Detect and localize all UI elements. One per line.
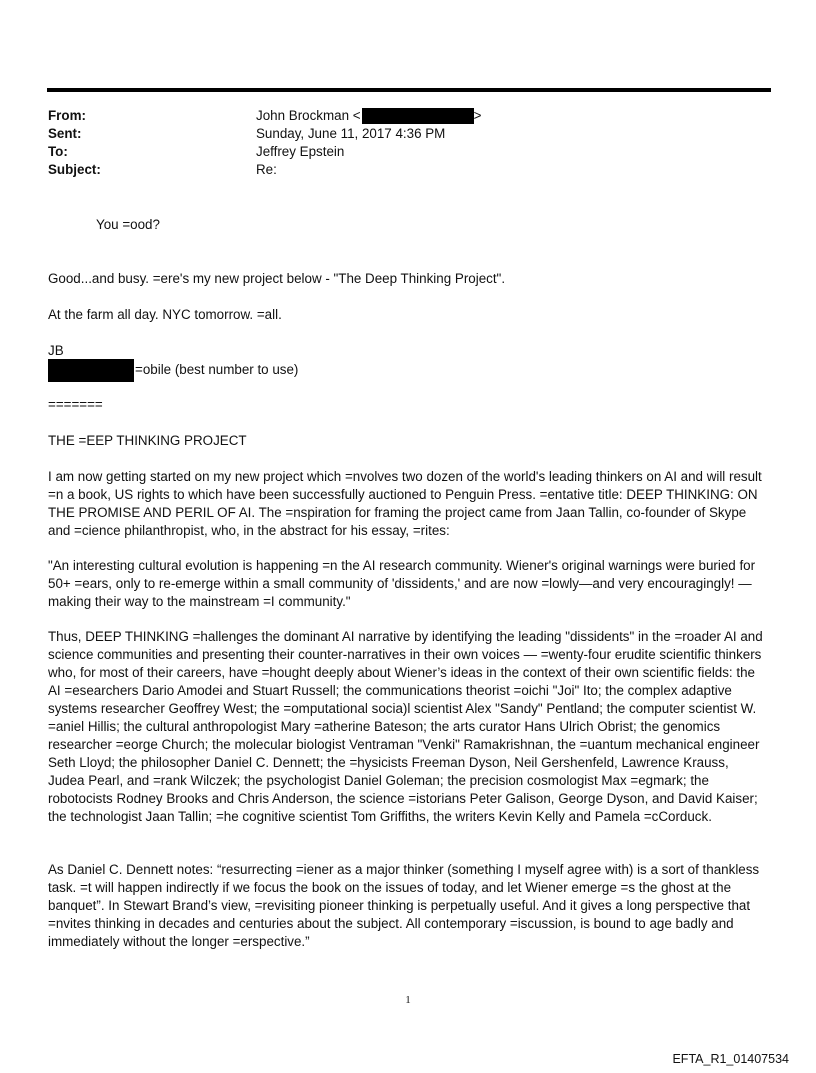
from-name: John Brockman < xyxy=(256,108,361,123)
paragraph-quote: "An interesting cultural evolution is happening =n the AI research community. Wiener's original warnings were buried for 50+ =ears, only to re-emerge within a small community of 'dissidents,' and are now =lowly—and very encouragingly! — making their way to the mainstream =I community." xyxy=(48,558,756,609)
paragraph-intro: I am now getting started on my new project which =nvolves two dozen of the world's leading thinkers on AI and will result =n a book, US rights to which have been successfully auctioned to Penguin Press. =entative title: DEEP THINKING: ON THE PROMISE AND PERIL OF AI. The =nspiration for framing the project came from Jaan Tallin, co-founder of Skype and =cience philanthropist, who, in the abstract for his essay, =rites: xyxy=(48,469,762,538)
sent-row xyxy=(48,125,748,143)
subject-label: Subject: xyxy=(48,162,101,177)
email-header xyxy=(48,107,748,179)
header-rule xyxy=(47,88,771,92)
bates-number: EFTA_R1_01407534 xyxy=(672,1052,789,1066)
reply-line-1: Good...and busy. =ere's my new project below - "The Deep Thinking Project". xyxy=(48,271,506,286)
to-row xyxy=(48,143,748,161)
sent-value: Sunday, June 11, 2017 4:36 PM xyxy=(256,126,446,141)
redacted-email xyxy=(362,108,474,124)
from-row xyxy=(48,107,748,125)
paragraph-dennett: As Daniel C. Dennett notes: “resurrecting =iener as a major thinker (something I myself agree with) is a sort of thankless task. =t will happen indirectly if we focus the book on the issues of today, and let Wiener emerge =s the ghost at the banquet”. In Stewart Brand’s view, =revisiting pioneer thinking is perpetually useful. And it gives a long perspective that =nvites thinking in decades and centuries about the subject. All contemporary =iscussion, is bound to age badly and immediately without the longer =erspective.” xyxy=(48,862,760,949)
subject-row xyxy=(48,161,748,179)
mobile-text: =obile (best number to use) xyxy=(135,362,299,378)
from-label: From: xyxy=(48,108,86,123)
from-tail: > xyxy=(473,108,482,123)
subject-value: Re: xyxy=(256,162,277,177)
signature: JB xyxy=(48,343,64,358)
sent-label: Sent: xyxy=(48,126,82,141)
separator: ======= xyxy=(48,397,103,412)
quoted-question: You =ood? xyxy=(96,217,160,232)
redacted-phone xyxy=(48,359,134,382)
to-label: To: xyxy=(48,144,68,159)
paragraph-contributors: Thus, DEEP THINKING =hallenges the dominant AI narrative by identifying the leading "dissidents" in the =roader AI and science communities and presenting their counter-narratives in their own voices — =wenty-four erudite scientific thinkers who, for most of their careers, have =hought deeply about Wiener’s ideas in the context of their own scientific fields: the AI =esearchers Dario Amodei and Stuart Russell; the communications theorist =oichi "Joi" Ito; the complex adaptive systems researcher Geoffrey West; the =omputational socia)l scientist Alex "Sandy" Pentland; the computer scientist W. =aniel Hillis; the cultural anthropologist Mary =atherine Bateson; the arts curator Hans Ulrich Obrist; the genomics researcher =eorge Church; the molecular biologist Ventraman "Venki" Ramakrishnan, the =uantum mechanical engineer Seth Lloyd; the philosopher Daniel C. Dennett; the =hysicists Freeman Dyson, Neil Gershenfeld, Lawrence Krauss, Judea Pearl, and =rank Wilczek; the psychologist Daniel Goleman; the precision cosmologist Max =egmark; the robotocists Rodney Brooks and Chris Anderson, the science =istorians Peter Galison, George Dyson, and David Kaiser; the technologist Jaan Tallin; =he cognitive scientist Tom Griffiths, the writers Kevin Kelly and Pamela =cCorduck. xyxy=(48,629,763,824)
from-value xyxy=(256,107,481,125)
reply-line-2: At the farm all day. NYC tomorrow. =all. xyxy=(48,307,282,322)
to-value: Jeffrey Epstein xyxy=(256,144,345,159)
mobile-line xyxy=(48,359,768,382)
page-number: 1 xyxy=(405,994,411,1006)
project-title: THE =EEP THINKING PROJECT xyxy=(48,433,247,448)
